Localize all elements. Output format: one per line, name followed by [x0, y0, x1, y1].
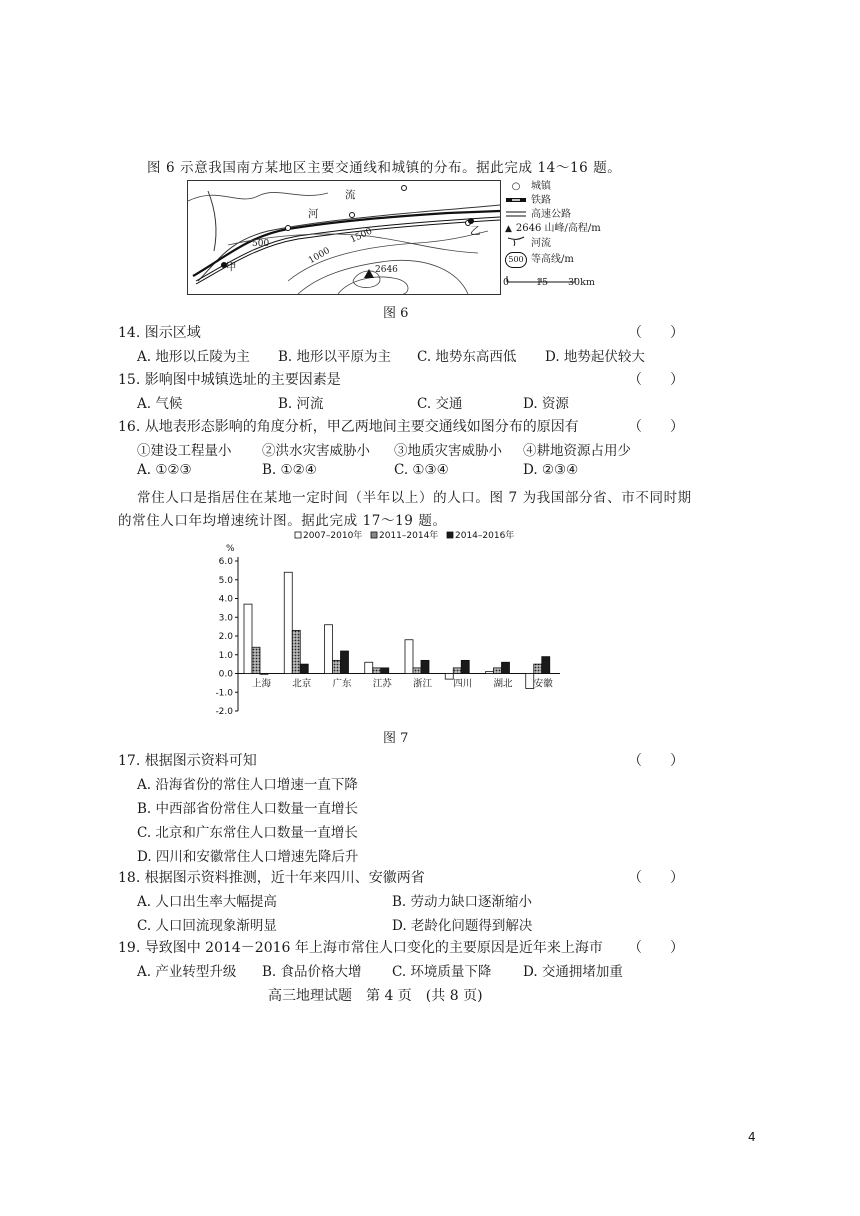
legend-swatch-2 — [447, 532, 453, 538]
q19-option-b[interactable]: B. 食品价格大增 — [262, 964, 362, 980]
map-figure — [187, 180, 501, 295]
river-icon — [505, 236, 527, 251]
x-tick-label-6: 湖北 — [493, 678, 513, 690]
q15-answer-paren[interactable]: （ ） — [628, 372, 684, 388]
bar-1-0 — [284, 572, 292, 673]
q18-answer-paren[interactable]: （ ） — [628, 870, 684, 886]
bar-1-1 — [292, 630, 300, 673]
figure7-caption: 图 7 — [383, 731, 409, 746]
scale-30: 30km — [568, 277, 595, 288]
bar-5-2 — [461, 660, 469, 673]
q14-option-d[interactable]: D. 地势起伏较大 — [545, 349, 645, 365]
bar-2-0 — [325, 625, 333, 674]
q18-option-b[interactable]: B. 劳动力缺口逐渐缩小 — [392, 894, 533, 910]
legend-swatch-1 — [371, 532, 377, 538]
chart-figure7 — [210, 525, 570, 720]
q15-stem: 15. 影响图中城镇选址的主要因素是 — [118, 372, 341, 388]
q19-answer-paren[interactable]: （ ） — [628, 940, 684, 956]
bar-4-1 — [413, 668, 421, 674]
bar-7-1 — [534, 664, 542, 673]
bar-6-0 — [486, 672, 494, 674]
legend-expressway: 高速公路 — [505, 208, 571, 222]
map-contour-1000: 1000 — [307, 245, 332, 267]
q15-option-d[interactable]: D. 资源 — [523, 396, 569, 412]
bar-2-2 — [341, 651, 349, 674]
x-tick-label-3: 江苏 — [372, 678, 392, 690]
y-axis-label: % — [226, 544, 235, 554]
map-peak-label: 2646 — [375, 265, 398, 275]
x-tick-label-1: 北京 — [292, 678, 312, 690]
y-tick-label-4: 2.0 — [218, 632, 233, 642]
q17-option-c[interactable]: C. 北京和广东常住人口数量一直增长 — [137, 825, 358, 841]
map-contour-1500: 1500 — [348, 226, 374, 246]
map-contour-500: 500 — [252, 239, 270, 249]
y-tick-label-5: 3.0 — [218, 613, 233, 624]
q16-option-d[interactable]: D. ②③④ — [523, 462, 579, 478]
y-tick-label-8: 6.0 — [218, 557, 233, 567]
q15-option-b[interactable]: B. 河流 — [278, 396, 324, 412]
x-tick-label-4: 浙江 — [413, 678, 433, 690]
x-tick-label-2: 广东 — [332, 678, 352, 690]
q15-option-a[interactable]: A. 气候 — [137, 396, 183, 412]
expressway-icon — [505, 208, 527, 222]
legend-label-1: 2011–2014年 — [379, 531, 439, 541]
q16-item-3: ③地质灾害威胁小 — [394, 443, 502, 459]
q17-option-b[interactable]: B. 中西部省份常住人口数量一直增长 — [137, 801, 359, 817]
scale-0: 0 — [503, 277, 510, 288]
q14-answer-paren[interactable]: （ ） — [628, 325, 684, 341]
contour-icon: 500 — [505, 252, 527, 268]
q16-option-c[interactable]: C. ①③④ — [394, 462, 449, 478]
q16-item-4: ④耕地资源占用少 — [523, 443, 631, 459]
map-label-liu: 流 — [345, 189, 356, 201]
bar-0-1 — [252, 647, 260, 673]
q19-option-c[interactable]: C. 环境质量下降 — [392, 964, 492, 980]
x-tick-label-0: 上海 — [252, 678, 272, 690]
bar-0-2 — [260, 674, 268, 675]
q16-option-b[interactable]: B. ①②④ — [262, 462, 317, 478]
y-tick-label-7: 5.0 — [218, 575, 233, 586]
q18-option-d[interactable]: D. 老龄化问题得到解决 — [392, 918, 533, 934]
bar-6-1 — [494, 668, 502, 674]
figure6-caption: 图 6 — [383, 306, 409, 321]
q14-option-c[interactable]: C. 地势东高西低 — [417, 349, 517, 365]
y-tick-label-3: 1.0 — [218, 650, 233, 661]
q14-option-a[interactable]: A. 地形以丘陵为主 — [137, 349, 250, 365]
map-label-jia: 甲 — [226, 261, 237, 273]
bar-5-1 — [453, 668, 461, 674]
q18-option-a[interactable]: A. 人口出生率大幅提高 — [137, 894, 277, 910]
legend-swatch-0 — [295, 532, 301, 538]
y-tick-label-2: 0.0 — [218, 669, 233, 680]
bar-3-2 — [381, 668, 389, 674]
q16-stem: 16. 从地表形态影响的角度分析，甲乙两地间主要交通线如图分布的原因有 — [118, 419, 579, 435]
x-tick-label-5: 四川 — [453, 678, 473, 690]
q14-stem: 14. 图示区域 — [118, 325, 201, 341]
bar-0-0 — [244, 604, 252, 673]
legend-railway: 铁路 — [505, 194, 551, 208]
q19-option-a[interactable]: A. 产业转型升级 — [137, 964, 237, 980]
town-icon: ○ — [511, 181, 521, 192]
q16-item-2: ②洪水灾害威胁小 — [262, 443, 370, 459]
bar-3-1 — [373, 668, 381, 674]
x-tick-label-7: 安徽 — [533, 678, 553, 690]
q17-option-a[interactable]: A. 沿海省份的常住人口增速一直下降 — [137, 777, 358, 793]
q19-option-d[interactable]: D. 交通拥堵加重 — [523, 964, 623, 980]
q17-stem: 17. 根据图示资料可知 — [118, 753, 257, 769]
bar-7-2 — [542, 657, 550, 674]
y-tick-label-0: -2.0 — [215, 707, 233, 717]
railway-icon — [505, 194, 527, 208]
q16-answer-paren[interactable]: （ ） — [628, 419, 684, 435]
legend-label-2: 2014–2016年 — [455, 531, 515, 541]
map-label-yi: 乙 — [470, 225, 481, 237]
bar-4-2 — [421, 660, 429, 673]
chart-intro-line1: 常住人口是指居住在某地一定时间（半年以上）的人口。图 7 为我国部分省、市不同时期 — [137, 490, 692, 506]
y-tick-label-1: -1.0 — [215, 688, 233, 699]
bar-3-0 — [365, 662, 373, 673]
bar-5-0 — [445, 674, 453, 680]
q16-item-1: ①建设工程量小 — [137, 443, 232, 459]
bar-6-2 — [502, 662, 510, 673]
q18-stem: 18. 根据图示资料推测，近十年来四川、安徽两省 — [118, 870, 425, 886]
legend-label-0: 2007–2010年 — [303, 531, 363, 541]
legend-river: 河流 — [505, 236, 551, 251]
page-number: 4 — [748, 1130, 756, 1144]
map-drawing — [188, 181, 500, 294]
bar-2-1 — [333, 660, 341, 673]
q14-option-b[interactable]: B. 地形以平原为主 — [278, 349, 392, 365]
q17-option-d[interactable]: D. 四川和安徽常住人口增速先降后升 — [137, 849, 359, 865]
q16-option-a[interactable]: A. ①②③ — [137, 462, 192, 478]
q15-option-c[interactable]: C. 交通 — [417, 396, 463, 412]
chart-intro-line2: 的常住人口年均增速统计图。据此完成 17～19 题。 — [118, 513, 447, 529]
q19-stem: 19. 导致图中 2014－2016 年上海市常住人口变化的主要原因是近年来上海市 — [118, 940, 603, 956]
q17-answer-paren[interactable]: （ ） — [628, 753, 684, 769]
page-footer: 高三地理试题 第 4 页 (共 8 页) — [268, 988, 483, 1004]
scale-15: 15 — [536, 277, 549, 288]
legend-peak: ▲ 2646 山峰/高程/m — [505, 223, 601, 234]
map-label-he: 河 — [308, 208, 319, 220]
legend-contour: 500 等高线/m — [505, 252, 574, 268]
bar-1-2 — [300, 664, 308, 673]
bar-7-0 — [526, 674, 534, 689]
legend-town: ○ 城镇 — [505, 180, 551, 194]
y-tick-label-6: 4.0 — [218, 594, 233, 605]
peak-icon: ▲ — [505, 224, 512, 234]
map-intro: 图 6 示意我国南方某地区主要交通线和城镇的分布。据此完成 14～16 题。 — [147, 160, 622, 176]
q18-option-c[interactable]: C. 人口回流现象渐明显 — [137, 918, 277, 934]
map-legend — [505, 180, 615, 292]
bar-4-0 — [405, 640, 413, 674]
